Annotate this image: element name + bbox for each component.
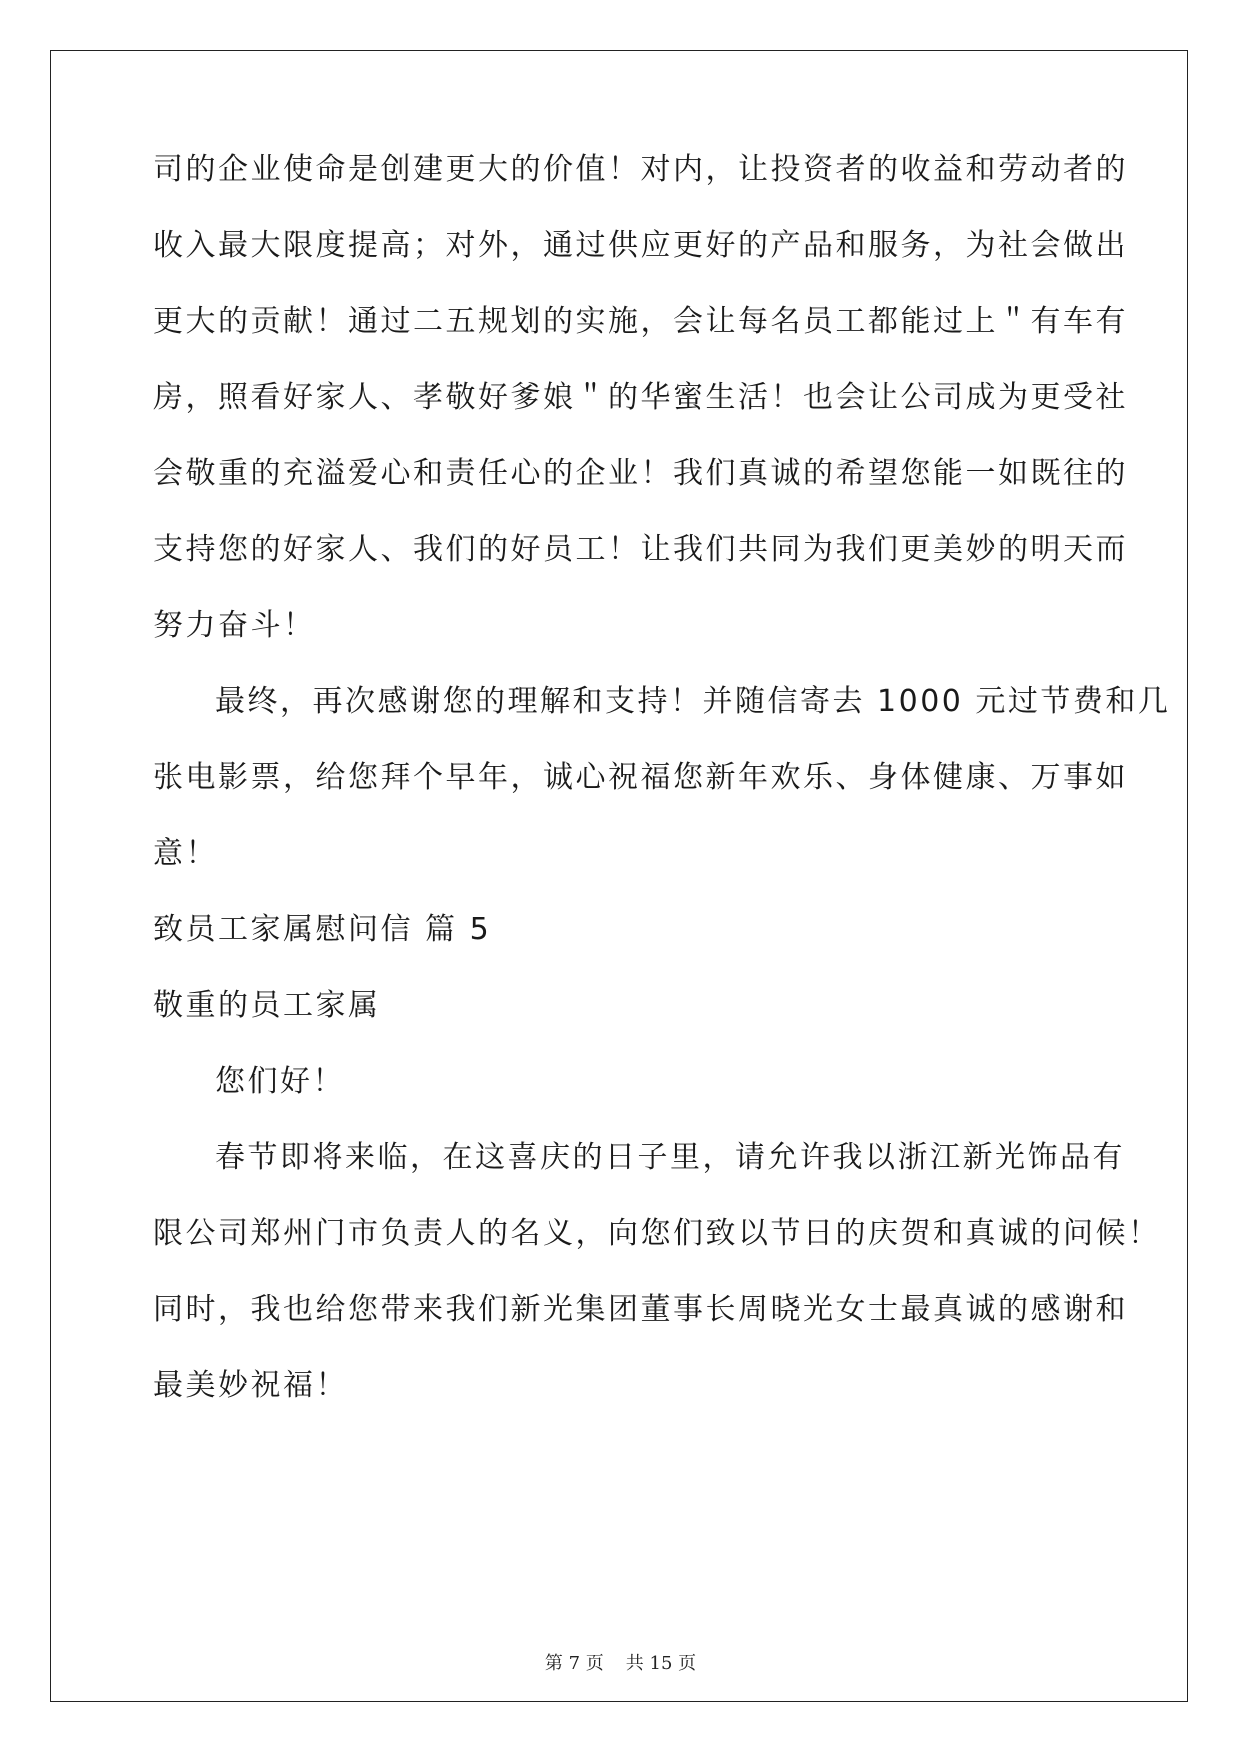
paragraph-line: 张电影票，给您拜个早年，诚心祝福您新年欢乐、身体健康、万事如 (153, 760, 1128, 795)
page-border (50, 50, 1188, 1702)
paragraph-line: 会敬重的充溢爱心和责任心的企业！我们真诚的希望您能一如既往的 (153, 456, 1128, 491)
page-footer (0, 1652, 1241, 1676)
paragraph-line: 房，照看好家人、孝敬好爹娘＂的华蜜生活！也会让公司成为更受社 (153, 380, 1128, 415)
paragraph-line: 支持您的好家人、我们的好员工！让我们共同为我们更美妙的明天而 (153, 532, 1128, 567)
greeting: 您们好！ (215, 1064, 345, 1099)
paragraph-line: 同时，我也给您带来我们新光集团董事长周晓光女士最真诚的感谢和 (153, 1292, 1128, 1327)
paragraph-line: 意！ (153, 836, 218, 871)
paragraph-line: 最美妙祝福！ (153, 1368, 348, 1403)
page-number: 第 7 页 (544, 1653, 604, 1674)
paragraph-line: 最终，再次感谢您的理解和支持！并随信寄去 1000 元过节费和几 (215, 684, 1171, 719)
paragraph-line: 努力奋斗！ (153, 608, 316, 643)
salutation: 敬重的员工家属 (153, 988, 381, 1023)
paragraph-line: 更大的贡献！通过二五规划的实施，会让每名员工都能过上＂有车有 (153, 304, 1128, 339)
paragraph-line: 司的企业使命是创建更大的价值！对内，让投资者的收益和劳动者的 (153, 152, 1128, 187)
section-title: 致员工家属慰问信 篇 5 (153, 912, 492, 947)
paragraph-line: 收入最大限度提高；对外，通过供应更好的产品和服务，为社会做出 (153, 228, 1128, 263)
paragraph-line: 限公司郑州门市负责人的名义，向您们致以节日的庆贺和真诚的问候！ (153, 1216, 1161, 1251)
page-total: 共 15 页 (625, 1653, 697, 1674)
paragraph-line: 春节即将来临，在这喜庆的日子里，请允许我以浙江新光饰品有 (215, 1140, 1125, 1175)
